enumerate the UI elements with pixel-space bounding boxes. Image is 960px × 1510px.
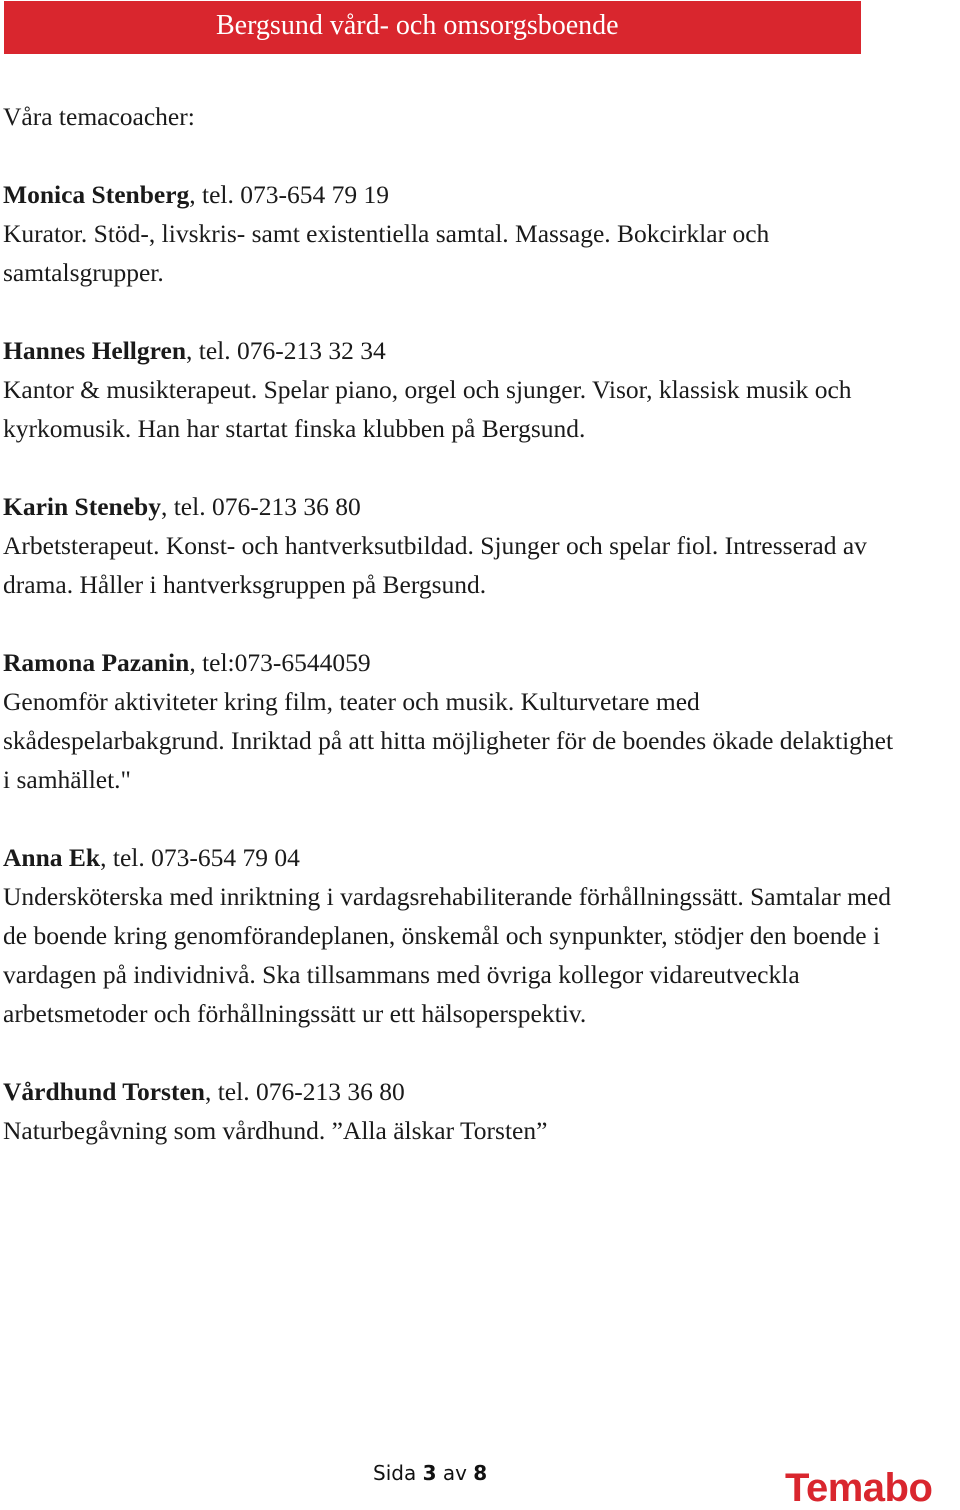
person-contact: , tel. 076-213 36 80 [160,492,361,521]
person-contact: , tel:073-6544059 [189,648,371,677]
person-name: Anna Ek [3,843,101,872]
person-name: Hannes Hellgren [3,336,186,365]
page-separator: av [436,1461,474,1485]
person-header [3,1072,903,1111]
person-name: Karin Steneby [3,492,161,521]
page-title: Bergsund vård- och omsorgsboende [216,10,619,41]
person-description: Kurator. Stöd-, livskris- samt existentiella samtal. Massage. Bokcirklar och samtalsgrupper. [3,219,770,287]
person-name: Vårdhund Torsten [3,1077,205,1106]
person-contact: , tel. 076-213 32 34 [186,336,386,365]
person-entry-vardhund-torsten [3,1072,903,1150]
person-entry-ramona-pazanin [3,643,903,799]
page-number [373,1461,487,1485]
person-contact: , tel. 073-654 79 19 [189,180,390,209]
person-description: Undersköterska med inriktning i vardagsrehabiliterande förhållningssätt. Samtalar med de boende kring genomförandeplanen, önskemål och synpunkter, stödjer den boende i vardagen på individnivå. Ska tillsammans med övriga kollegor vidareutveckla arbetsmetoder och förhållningssätt ur ett hälsoperspektiv. [3,882,891,1028]
person-description: Arbetsterapeut. Konst- och hantverksutbildad. Sjunger och spelar fiol. Intresserad av drama. Håller i hantverksgruppen på Bergsund. [3,531,867,599]
person-header [3,175,903,214]
person-entry-anna-ek [3,838,903,1033]
page-total: 8 [473,1461,488,1485]
page-prefix: Sida [373,1461,423,1485]
person-name: Monica Stenberg [3,180,190,209]
intro-heading: Våra temacoacher: [3,102,195,131]
person-header [3,331,903,370]
person-header [3,643,903,682]
person-description: Naturbegåvning som vårdhund. ”Alla älskar Torsten” [3,1116,548,1145]
person-name: Ramona Pazanin [3,648,190,677]
main-content [3,97,903,1189]
person-entry-monica-stenberg [3,175,903,292]
header-bar [4,1,861,54]
person-entry-karin-steneby [3,487,903,604]
person-header [3,838,903,877]
person-contact: , tel. 076-213 36 80 [204,1077,405,1106]
person-description: Genomför aktiviteter kring film, teater och musik. Kulturvetare med skådespelarbakgrund. Inriktad på att hitta möjligheter för de boendes ökade delaktighet i samhället." [3,687,894,794]
person-contact: , tel. 073-654 79 04 [100,843,300,872]
person-description: Kantor & musikterapeut. Spelar piano, orgel och sjunger. Visor, klassisk musik och kyrkomusik. Han har startat finska klubben på Bergsund. [3,375,852,443]
person-entry-hannes-hellgren [3,331,903,448]
person-header [3,487,903,526]
temabo-logo: Temabo [785,1466,933,1510]
page-current: 3 [422,1461,437,1485]
